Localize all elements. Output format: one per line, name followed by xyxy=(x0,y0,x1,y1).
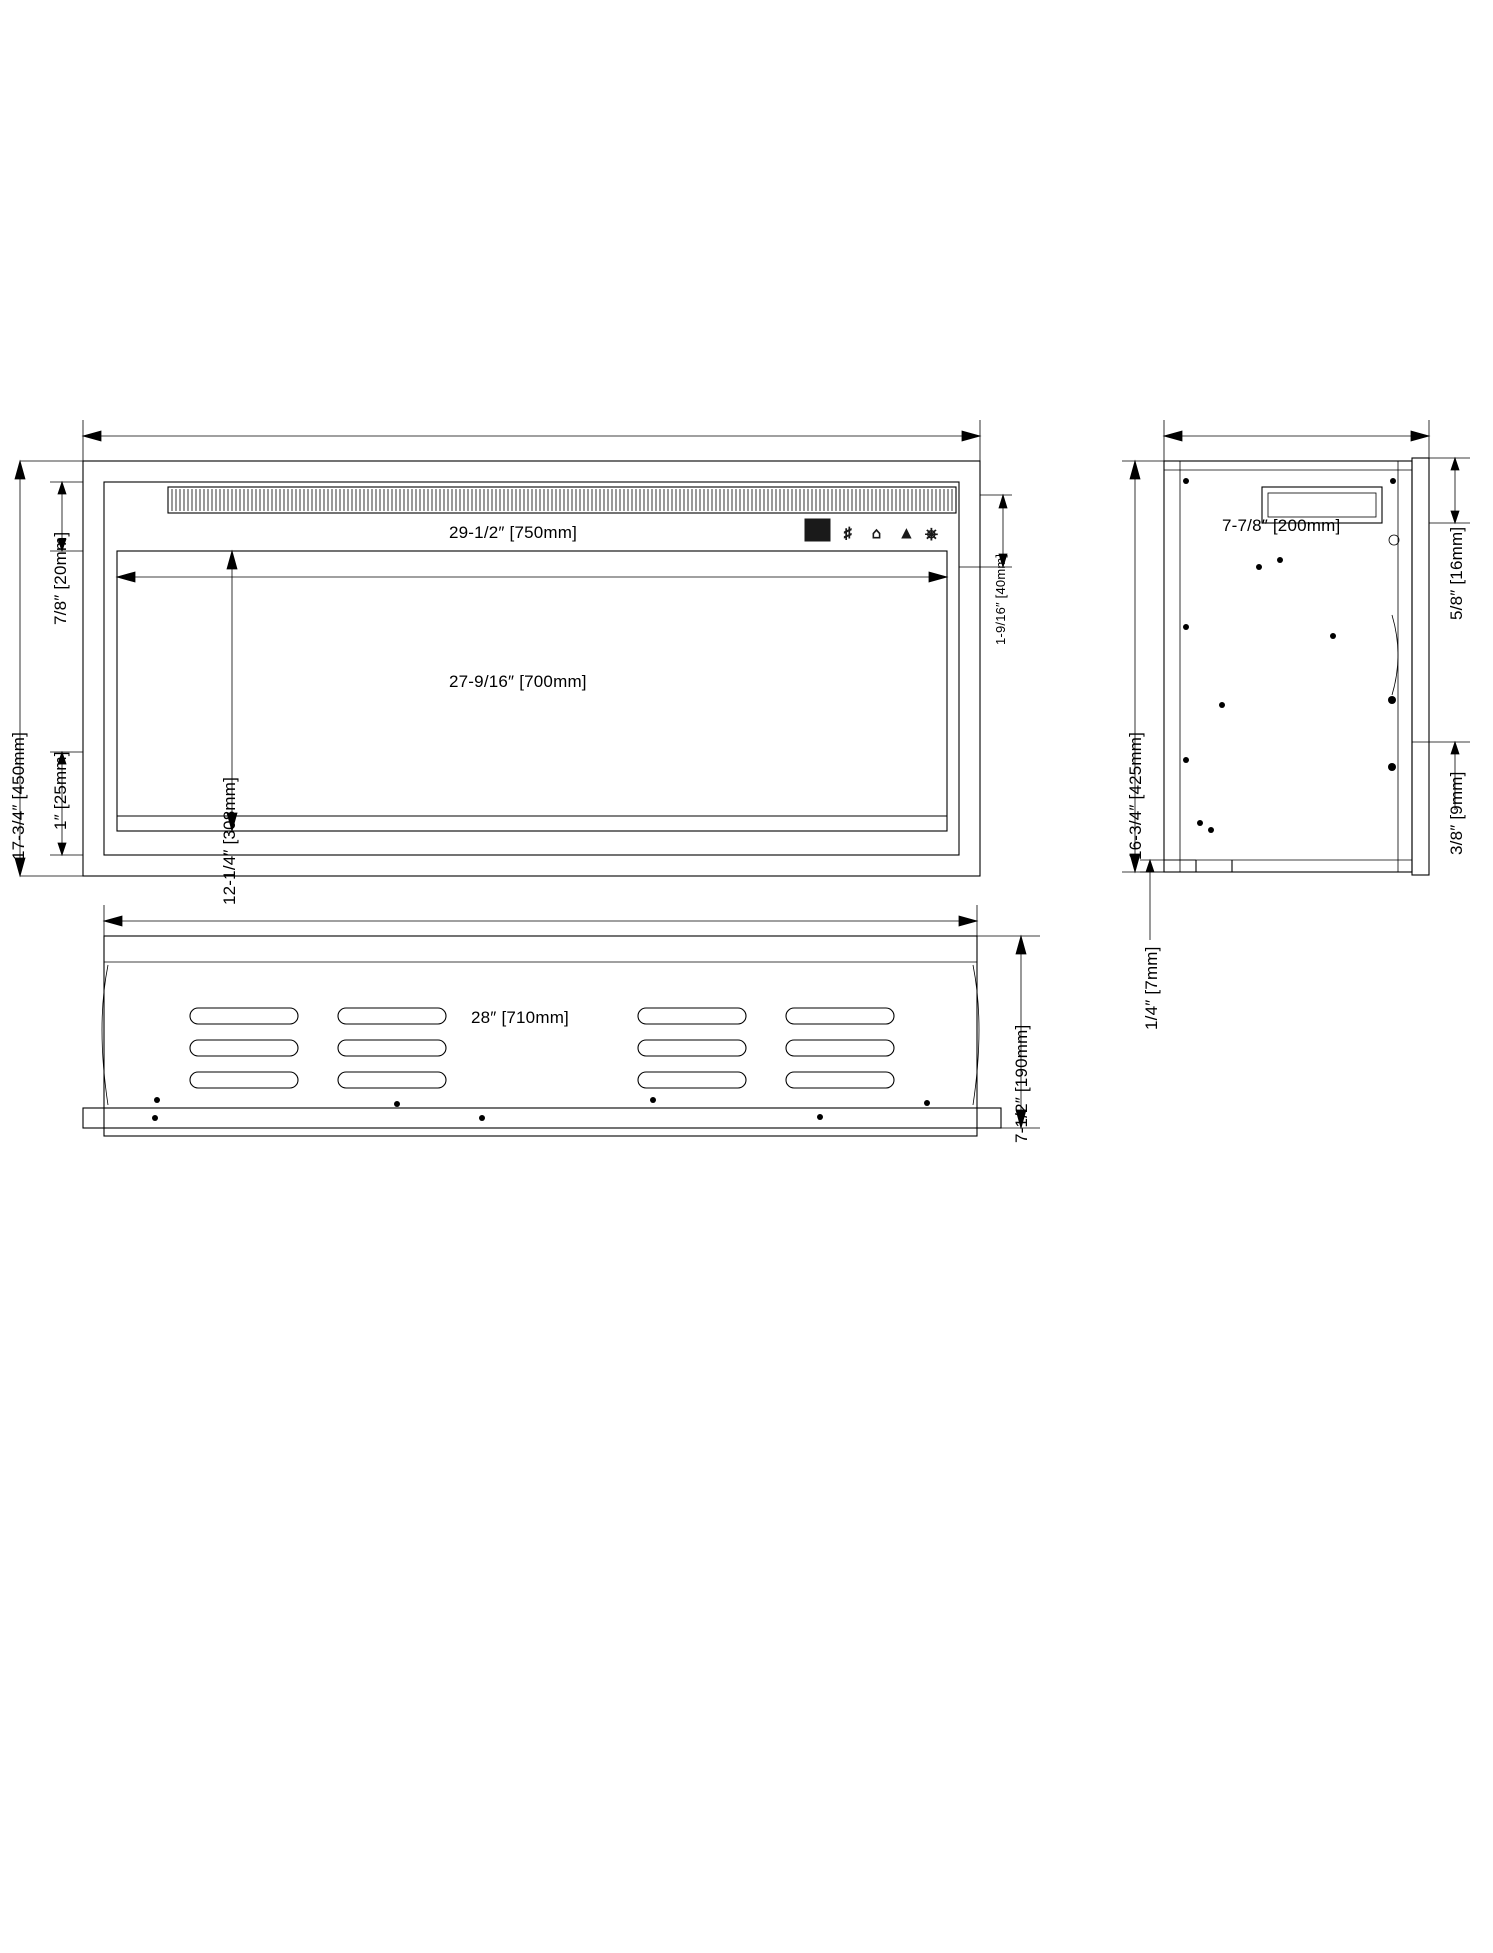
svg-text:⌂: ⌂ xyxy=(872,525,882,542)
dim-label-front-glass-height: 12-1/4″ [308mm] xyxy=(220,776,239,905)
dim-label-top-depth: 7-1/2″ [190mm] xyxy=(1012,1024,1031,1143)
dim-side-top-offset xyxy=(1429,458,1470,523)
dim-label-front-overall-width: 29-1/2″ [750mm] xyxy=(449,523,578,542)
dim-label-side-top-offset: 5/8″ [16mm] xyxy=(1447,526,1466,620)
dim-label-front-overall-height: 17-3/4″ [450mm] xyxy=(9,731,28,860)
dim-front-glass-width xyxy=(117,551,947,582)
dim-label-front-glass-width: 27-9/16″ [700mm] xyxy=(449,672,587,691)
front-louver-lines xyxy=(172,489,952,511)
svg-text:♯: ♯ xyxy=(844,525,852,542)
svg-text:⎈: ⎈ xyxy=(925,526,938,543)
dim-top-width xyxy=(104,905,977,936)
dim-front-glass-height xyxy=(117,551,237,831)
svg-text:▲: ▲ xyxy=(899,525,914,542)
dim-front-overall-width xyxy=(83,420,980,461)
dim-label-side-body-height: 16-3/4″ [425mm] xyxy=(1126,731,1145,860)
side-view xyxy=(1122,420,1470,940)
top-screw-dots xyxy=(152,1097,930,1121)
dim-side-foot-height xyxy=(1140,860,1196,940)
dim-side-depth xyxy=(1164,420,1429,461)
dim-label-side-foot-height: 1/4″ [7mm] xyxy=(1142,946,1161,1030)
dim-label-front-right-edge: 1-9/16″ [40mm] xyxy=(993,553,1008,645)
dim-label-side-flange-thickness: 3/8″ [9mm] xyxy=(1447,771,1466,855)
front-view xyxy=(15,420,1012,876)
dim-label-side-depth: 7-7/8″ [200mm] xyxy=(1222,516,1341,535)
control-icons[interactable] xyxy=(844,525,938,543)
dim-label-front-bottom-flange: 1″ [25mm] xyxy=(51,751,70,830)
display-icon xyxy=(805,519,830,541)
dim-label-front-top-flange: 7/8″ [20mm] xyxy=(51,531,70,625)
dim-label-top-width: 28″ [710mm] xyxy=(471,1008,569,1027)
